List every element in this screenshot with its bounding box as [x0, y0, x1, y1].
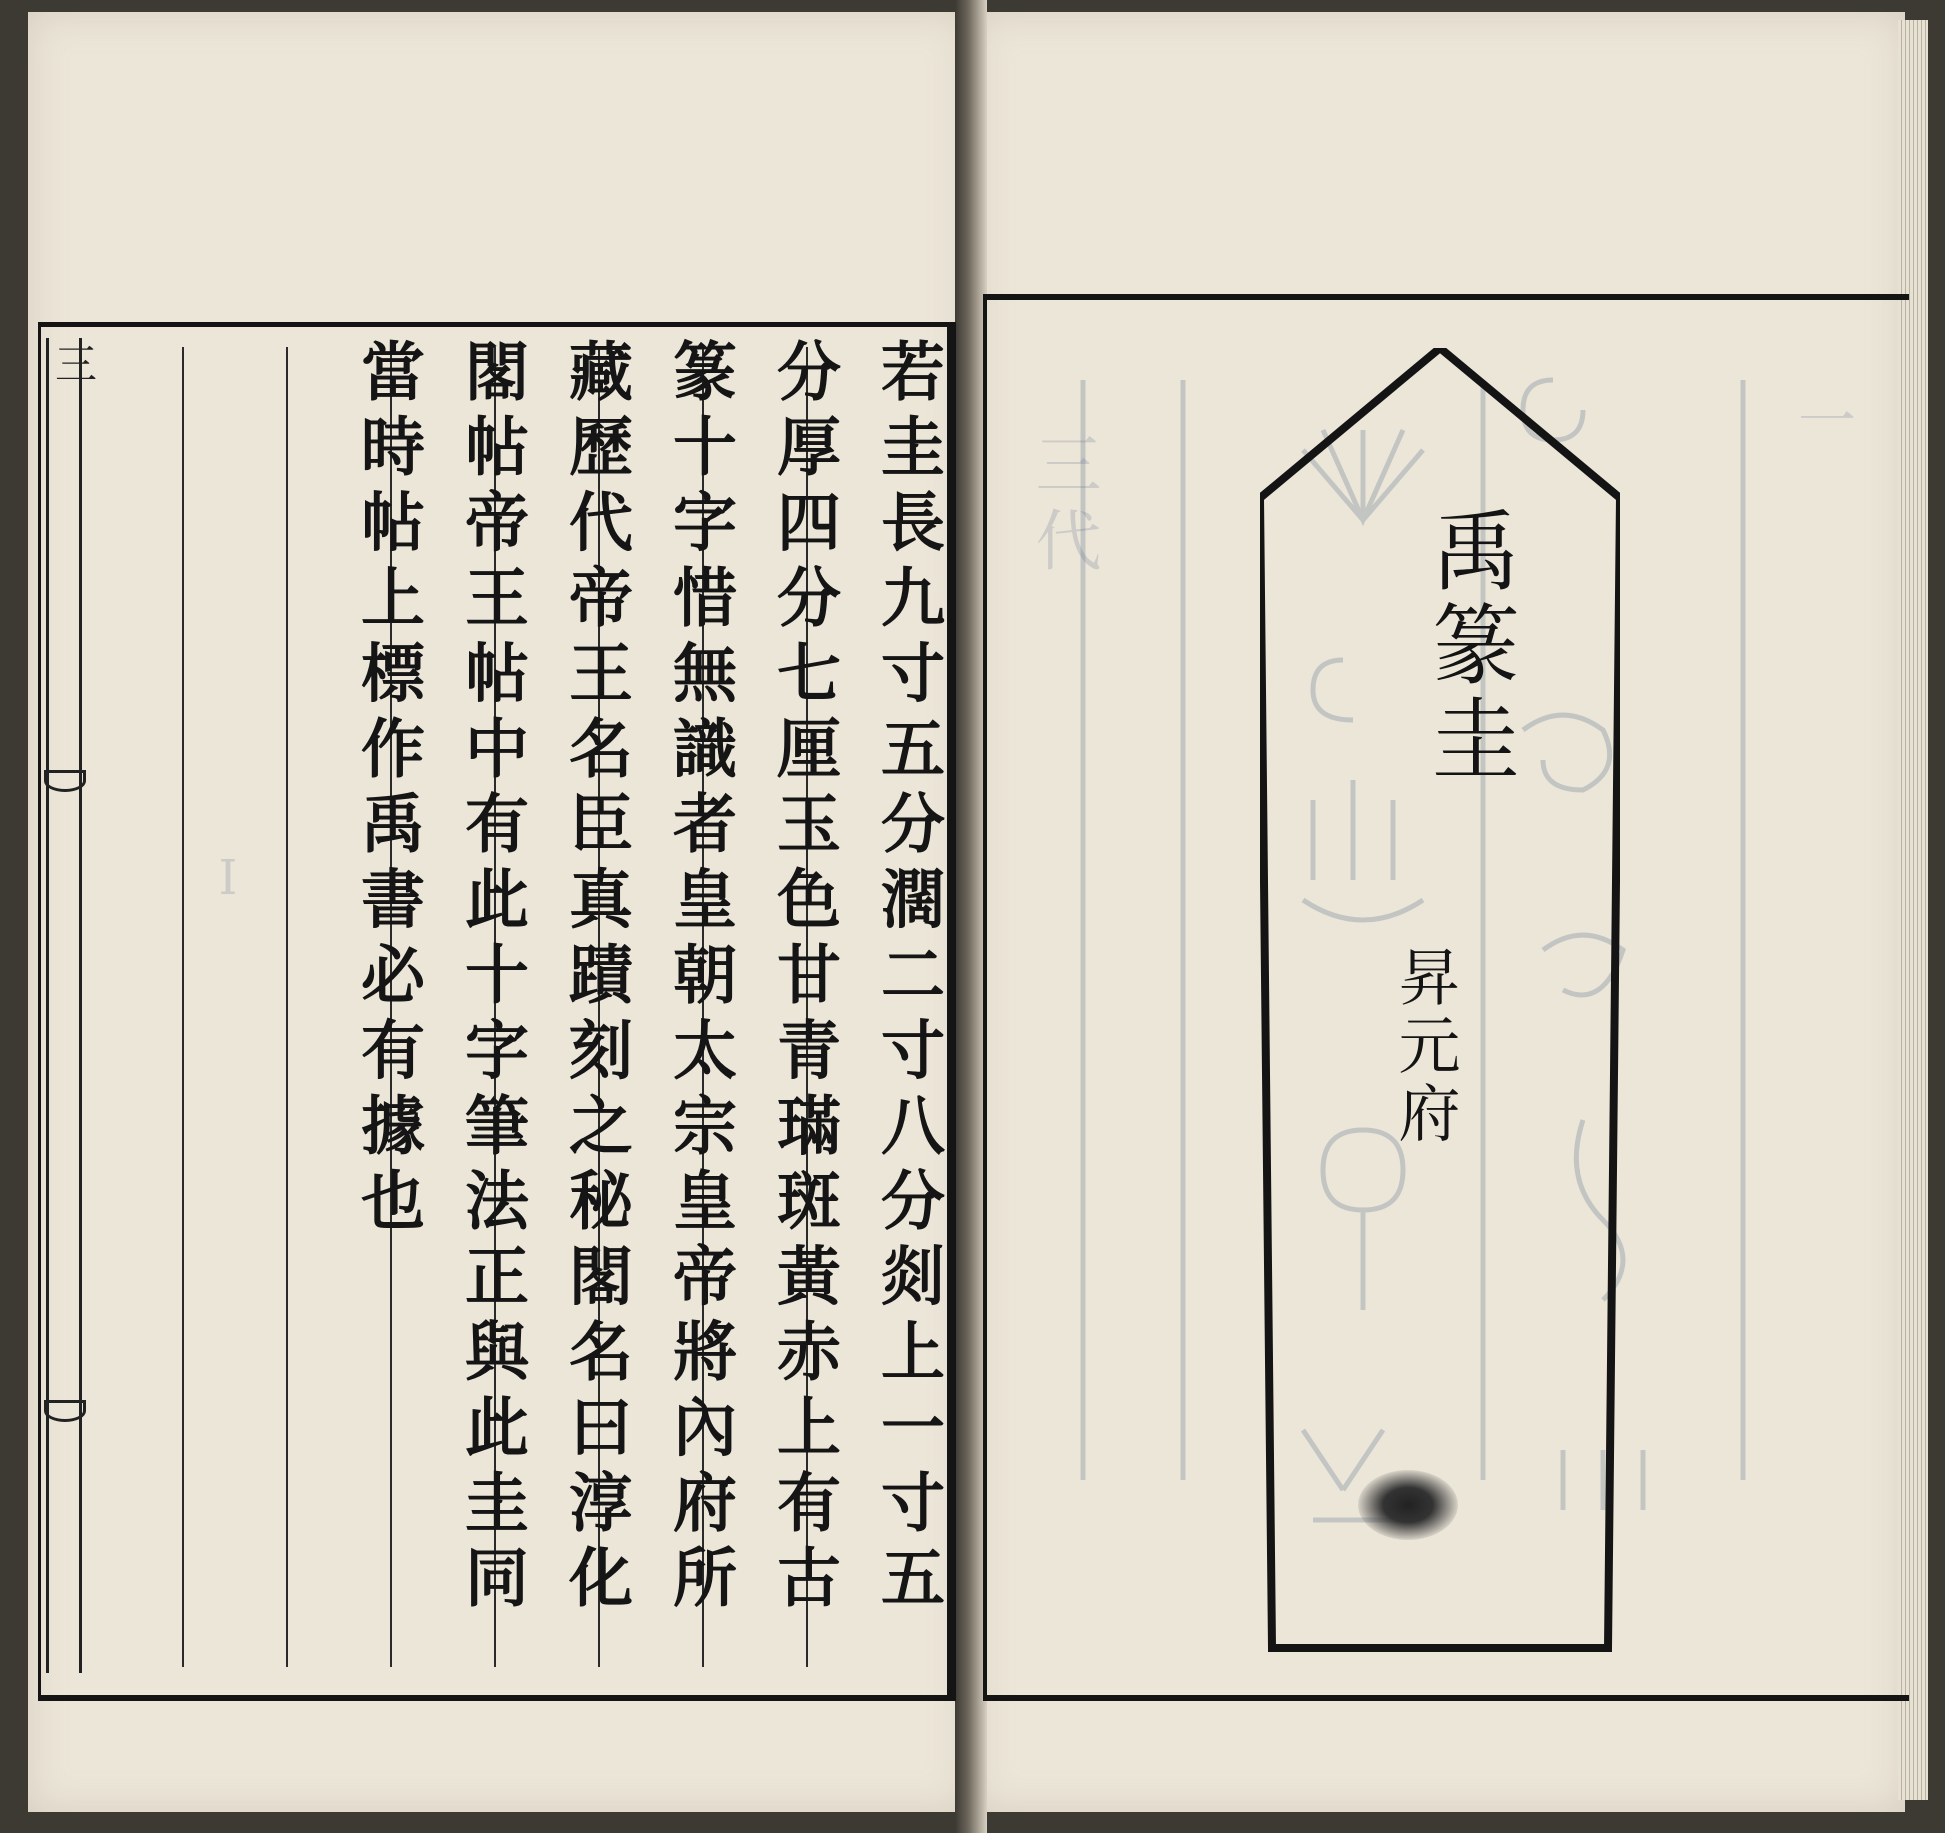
show-through-text: 一 [1788, 390, 1856, 458]
text-column: 藏歷代帝王名臣真蹟刻之秘閣名曰淳化 [558, 338, 633, 1620]
fishtail-mark [44, 770, 86, 792]
text-column: 分厚四分七厘玉色甘青璊斑黃赤上有古 [766, 338, 841, 1620]
tablet-title: 禹篆圭 [1418, 505, 1521, 787]
ink-smudge [1358, 1470, 1458, 1540]
margin-column [46, 338, 98, 1673]
text-column: 篆十字惜無識者皇朝太宗皇帝將內府所 [662, 338, 737, 1620]
text-column: 當時帖上標作禹書必有據也 [350, 338, 425, 1243]
margin-label: 三 [49, 342, 98, 384]
text-column: 閣帖帝王帖中有此十字筆法正與此圭同 [454, 338, 529, 1620]
fishtail-mark [44, 1400, 86, 1422]
show-through-text: Ⅰ [200, 850, 256, 916]
tablet-subtitle: 昇元府 [1388, 945, 1461, 1149]
text-column: 若圭長九寸五分濶二寸八分剡上一寸五 [870, 338, 945, 1620]
show-through-text: 三代 [1024, 430, 1101, 582]
